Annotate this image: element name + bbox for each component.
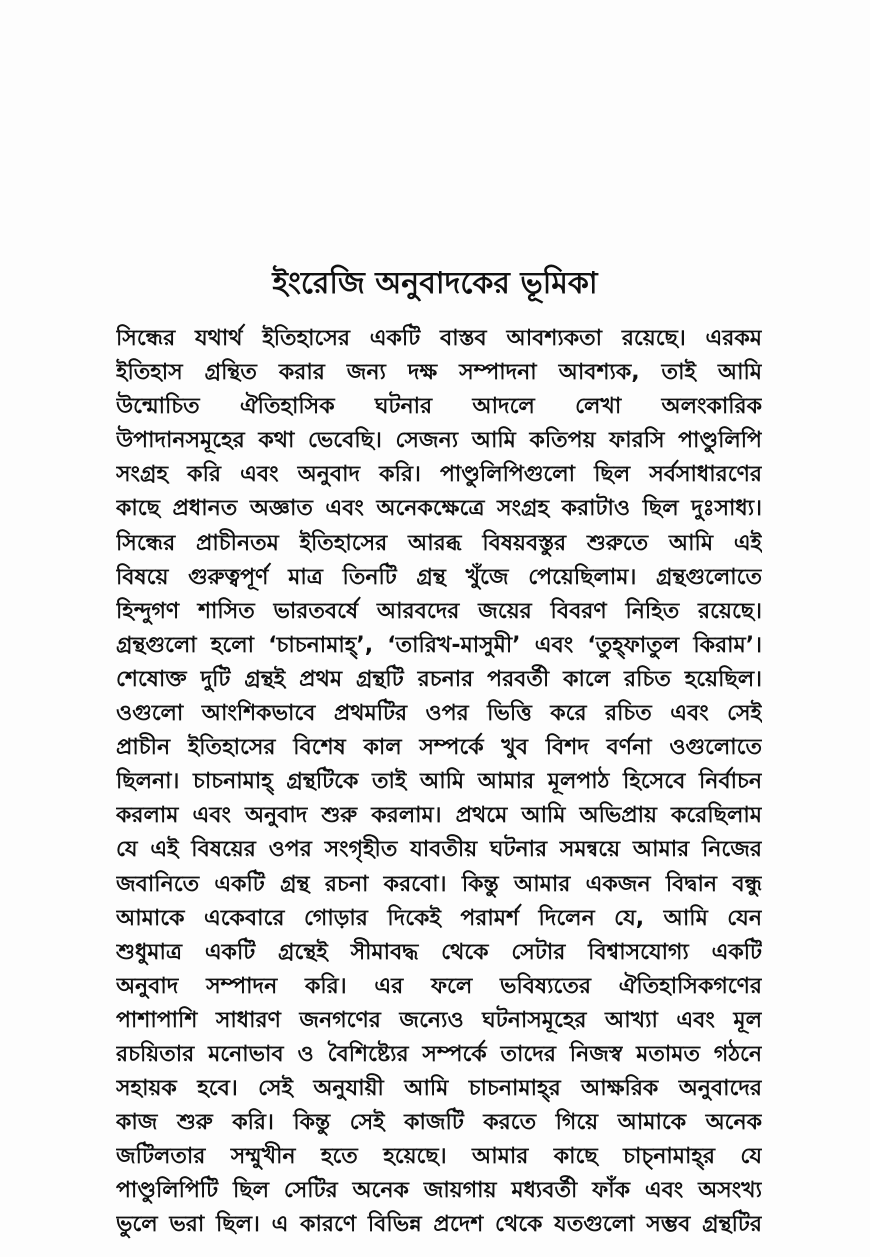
body-line: রচয়িতার মনোভাব ও বৈশিষ্ট্যের সম্পর্কে তাদের নিজস্ব মতামত গঠনে <box>116 1041 762 1067</box>
page-title: ইংরেজি অনুবাদকের ভূমিকা <box>272 266 598 301</box>
body-line: শেষোক্ত দুটি গ্রন্থই প্রথম গ্রন্থটি রচনার পরবর্তী কালে রচিত হয়েছিল। <box>116 666 762 692</box>
body-line: বিষয়ে গুরুত্বপূর্ণ মাত্র তিনটি গ্রন্থ খুঁজে পেয়েছিলাম। গ্রন্থগুলোতে <box>116 564 762 590</box>
body-line: কাছে প্রধানত অজ্ঞাত এবং অনেকক্ষেত্রে সংগ্রহ করাটাও ছিল দুঃসাধ্য। <box>116 496 762 522</box>
body-line: ওগুলো আংশিকভাবে প্রথমটির ওপর ভিত্তি করে রচিত এবং সেই <box>116 701 762 727</box>
body-line: জবানিতে একটি গ্রন্থ রচনা করবো। কিন্তু আমার একজন বিদ্বান বন্ধু <box>116 871 762 897</box>
body-line: হিন্দুগণ শাসিত ভারতবর্ষে আরবদের জয়ের বিবরণ নিহিত রয়েছে। <box>116 598 762 624</box>
body-line: শুধুমাত্র একটি গ্রন্থেই সীমাবদ্ধ থেকে সেটার বিশ্বাসযোগ্য একটি <box>116 939 762 965</box>
body-line: অনুবাদ সম্পাদন করি। এর ফলে ভবিষ্যতের ঐতিহাসিকগণের <box>116 973 762 999</box>
body-line: পাশাপাশি সাধারণ জনগণের জন্যেও ঘটনাসমূহের আখ্যা এবং মূল <box>116 1007 762 1033</box>
body-line: সিন্ধের প্রাচীনতম ইতিহাসের আরব্ধ বিষয়বস্তুর শুরুতে আমি এই <box>116 530 762 556</box>
body-line: পাণ্ডুলিপিটি ছিল সেটির অনেক জায়গায় মধ্যবর্তী ফাঁক এবং অসংখ্য <box>116 1178 762 1204</box>
body-line: উন্মোচিত ঐতিহাসিক ঘটনার আদলে লেখা অলংকারিক <box>116 394 762 420</box>
body-line: আমাকে একেবারে গোড়ার দিকেই পরামর্শ দিলেন যে, আমি যেন <box>116 905 762 931</box>
body-line: জটিলতার সম্মুখীন হতে হয়েছে। আমার কাছে চাচ্‌নামাহ্‌র যে <box>116 1144 762 1170</box>
body-line: প্রাচীন ইতিহাসের বিশেষ কাল সম্পর্কে খুব বিশদ বর্ণনা ওগুলোতে <box>116 735 762 761</box>
body-line: ছিলনা। চাচনামাহ্ গ্রন্থটিকে তাই আমি আমার মূলপাঠ হিসেবে নির্বাচন <box>116 769 762 795</box>
body-line: সিন্ধের যথার্থ ইতিহাসের একটি বাস্তব আবশ্যকতা রয়েছে। এরকম <box>116 326 762 351</box>
body-line: করলাম এবং অনুবাদ শুরু করলাম। প্রথমে আমি অভিপ্রায় করেছিলাম <box>116 803 762 829</box>
body-line: ভুলে ভরা ছিল। এ কারণে বিভিন্ন প্রদেশ থেকে যতগুলো সম্ভব গ্রন্থটির <box>116 1212 762 1238</box>
body-line: ইতিহাস গ্রন্থিত করার জন্য দক্ষ সম্পাদনা আবশ্যক, তাই আমি <box>116 360 762 386</box>
body-line: যে এই বিষয়ের ওপর সংগৃহীত যাবতীয় ঘটনার সমন্বয়ে আমার নিজের <box>116 837 762 863</box>
body-line: উপাদানসমূহের কথা ভেবেছি। সেজন্য আমি কতিপয় ফারসি পাণ্ডুলিপি <box>116 428 762 454</box>
body-line: সংগ্রহ করি এবং অনুবাদ করি। পাণ্ডুলিপিগুলো ছিল সর্বসাধারণের <box>116 462 762 488</box>
body-line: কাজ শুরু করি। কিন্তু সেই কাজটি করতে গিয়ে আমাকে অনেক <box>116 1110 762 1136</box>
body-text <box>116 322 762 1243</box>
body-line: সহায়ক হবে। সেই অনুযায়ী আমি চাচনামাহ্‌র আক্ষরিক অনুবাদের <box>116 1076 762 1102</box>
body-line: গ্রন্থগুলো হলো ‘চাচনামাহ্’, ‘তারিখ-মাসুমী’ এবং ‘তুহ্‌ফাতুল কিরাম’। <box>116 632 762 658</box>
